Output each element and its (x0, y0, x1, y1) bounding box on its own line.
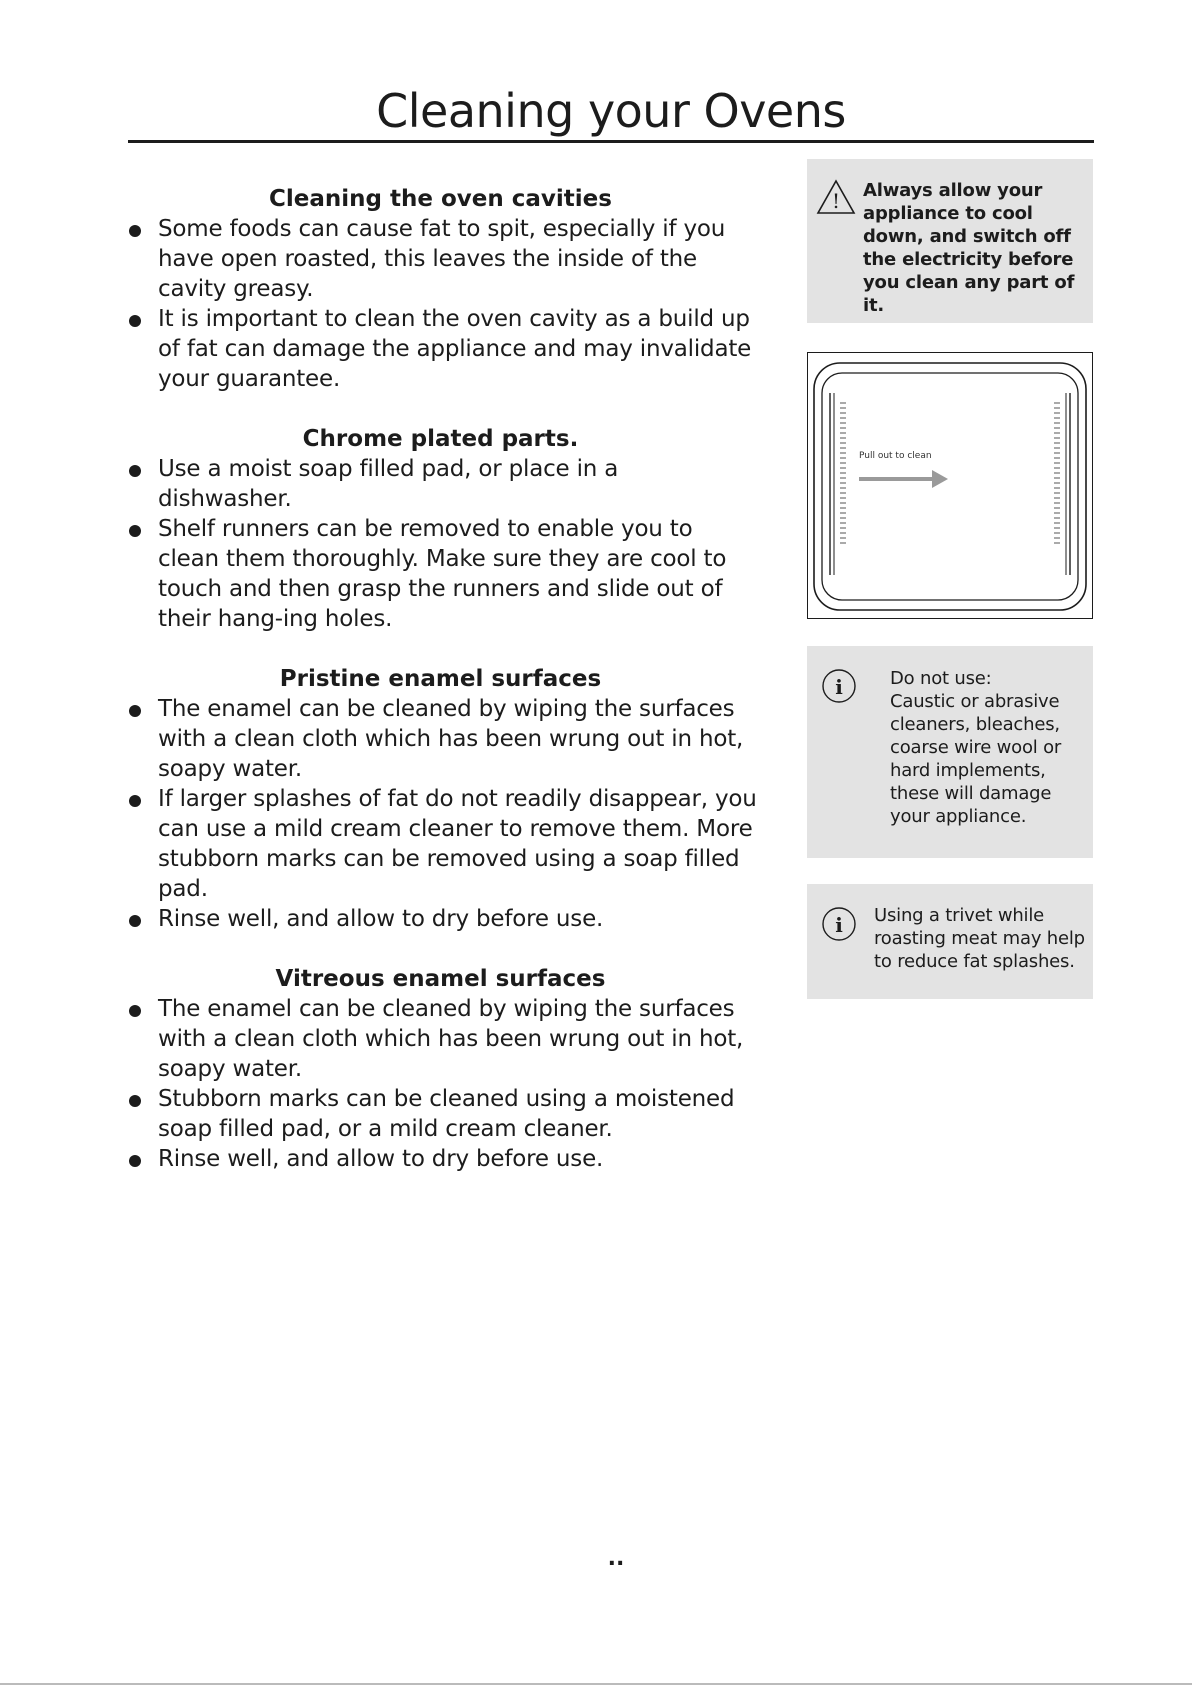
info-line: hard implements, (890, 760, 1046, 781)
info-line: coarse wire wool or (890, 737, 1062, 758)
warning-box (807, 159, 1093, 323)
list-item-text: If larger splashes of fat do not readily disappear, you can use a mild cream cleaner to remove them. More stubborn marks can be removed using a soap filled pad. (158, 786, 757, 902)
page-title: Cleaning your Ovens (376, 84, 846, 138)
list-item-text: Rinse well, and allow to dry before use. (158, 1146, 604, 1172)
section-heading: Chrome plated parts. (302, 426, 579, 452)
list-item-text: Some foods can cause fat to spit, especially if you have open roasted, this leaves the inside of the cavity greasy. (158, 216, 726, 302)
section-chrome-plated (128, 424, 758, 634)
list-item-text: Rinse well, and allow to dry before use. (158, 906, 604, 932)
bullet-icon (129, 1155, 141, 1167)
left-shelf-runner (830, 393, 846, 575)
bullet-list (128, 454, 758, 634)
list-item-text: It is important to clean the oven cavity as a build up of fat can damage the appliance and may invalidate your guarantee. (158, 306, 752, 392)
list-item-text: Use a moist soap filled pad, or place in a dishwasher. (158, 456, 619, 512)
info-text (890, 667, 1061, 828)
list-item-text: Stubborn marks can be cleaned using a moistened soap filled pad, or a mild cream cleaner. (158, 1086, 735, 1142)
info-box-trivet (807, 884, 1093, 999)
bullet-icon (129, 1095, 141, 1107)
section-oven-cavities (128, 184, 758, 394)
warning-triangle-icon (816, 179, 856, 215)
list-item-text: The enamel can be cleaned by wiping the surfaces with a clean cloth which has been wrung out in hot, soapy water. (158, 696, 744, 782)
svg-text:i: i (835, 675, 843, 699)
bullet-icon (129, 525, 141, 537)
list-item (128, 454, 758, 514)
warning-text: Always allow your appliance to cool down, and switch off the electricity before you clean any part of it. (863, 180, 1075, 316)
page-number: .. (607, 1546, 625, 1571)
info-icon (821, 906, 857, 942)
bullet-list (128, 214, 758, 394)
list-item (128, 784, 758, 904)
info-line: roasting meat may help (874, 928, 1085, 949)
section-heading: Pristine enamel surfaces (279, 666, 602, 692)
bullet-list (128, 994, 758, 1174)
section-vitreous-enamel (128, 964, 758, 1174)
title-rule (128, 140, 1094, 143)
info-line: your appliance. (890, 806, 1027, 827)
list-item (128, 1144, 758, 1174)
bullet-icon (129, 915, 141, 927)
info-text (874, 904, 1085, 973)
list-item (128, 904, 758, 934)
info-box-do-not-use (807, 646, 1093, 858)
list-item (128, 214, 758, 304)
list-item (128, 304, 758, 394)
list-item-text: Shelf runners can be removed to enable you to clean them thoroughly. Make sure they are cool to touch and then grasp the runners and slide out of their hang-ing holes. (158, 516, 727, 632)
list-item (128, 994, 758, 1084)
info-line: Caustic or abrasive (890, 691, 1060, 712)
oven-cavity-diagram (808, 353, 1094, 620)
bullet-icon (129, 465, 141, 477)
info-line: Do not use: (890, 668, 992, 689)
bullet-icon (129, 315, 141, 327)
bullet-list (128, 694, 758, 934)
list-item-text: The enamel can be cleaned by wiping the surfaces with a clean cloth which has been wrung out in hot, soapy water. (158, 996, 744, 1082)
info-line: cleaners, bleaches, (890, 714, 1060, 735)
section-pristine-enamel (128, 664, 758, 934)
main-content (128, 184, 758, 1204)
bullet-icon (129, 795, 141, 807)
section-heading: Cleaning the oven cavities (269, 186, 612, 212)
section-heading: Vitreous enamel surfaces (275, 966, 606, 992)
info-line: these will damage (890, 783, 1052, 804)
list-item (128, 1084, 758, 1144)
bullet-icon (129, 705, 141, 717)
bullet-icon (129, 225, 141, 237)
figure-label: Pull out to clean (859, 451, 932, 461)
info-line: to reduce fat splashes. (874, 951, 1075, 972)
list-item (128, 514, 758, 634)
bullet-icon (129, 1005, 141, 1017)
list-item (128, 694, 758, 784)
info-icon (821, 668, 857, 704)
info-line: Using a trivet while (874, 905, 1045, 926)
svg-text:i: i (835, 913, 843, 937)
svg-text:!: ! (831, 189, 841, 213)
right-shelf-runner (1054, 393, 1070, 575)
shelf-runner-figure (807, 352, 1093, 619)
